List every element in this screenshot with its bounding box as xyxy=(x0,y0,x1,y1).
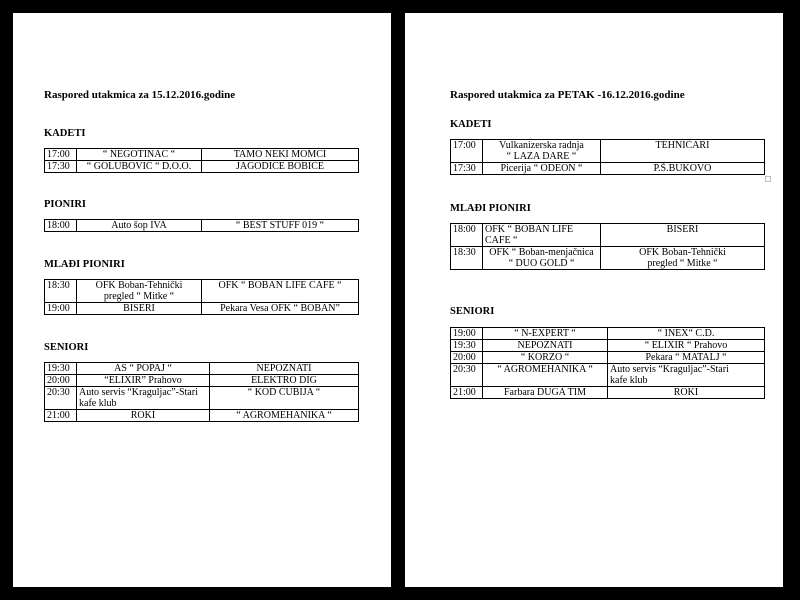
away-team: TAMO NEKI MOMCI xyxy=(202,149,359,161)
away-team xyxy=(601,140,765,163)
away-team: “ BEST STUFF 019 “ xyxy=(202,220,359,232)
match-time: 20:30 xyxy=(451,364,483,387)
home-team-line-2: pregled “ Mitke “ xyxy=(103,291,175,302)
home-team: ROKI xyxy=(77,410,210,422)
section-heading-mladji-pioniri: MLAĐI PIONIRI xyxy=(450,203,531,214)
away-team xyxy=(202,280,359,303)
away-team xyxy=(608,364,765,387)
away-team: P.Š.BUKOVO xyxy=(601,163,765,175)
match-time: 20:00 xyxy=(451,352,483,364)
schedule-table-pioniri xyxy=(44,219,359,232)
away-team: ROKI xyxy=(608,387,765,399)
away-team xyxy=(601,224,765,247)
table-row xyxy=(451,140,765,163)
match-time: 19:30 xyxy=(451,340,483,352)
home-team: Farbara DUGA TIM xyxy=(483,387,608,399)
home-team-line-2: “ DUO GOLD “ xyxy=(508,258,575,269)
table-row xyxy=(451,328,765,340)
home-team xyxy=(483,247,601,270)
match-time: 19:30 xyxy=(45,363,77,375)
away-team: “ AGROMEHANIKA “ xyxy=(210,410,359,422)
home-team: “ NEGOTINAC “ xyxy=(77,149,202,161)
table-row xyxy=(451,352,765,364)
away-team: ELEKTRO DIG xyxy=(210,375,359,387)
away-team: NEPOZNATI xyxy=(210,363,359,375)
match-time: 19:00 xyxy=(451,328,483,340)
table-row xyxy=(45,375,359,387)
page-title: Raspored utakmica za PETAK -16.12.2016.godine xyxy=(450,89,685,101)
table-row xyxy=(451,340,765,352)
schedule-table-seniori xyxy=(450,327,765,399)
home-team-line-2: CAFE “ xyxy=(485,235,518,246)
table-row xyxy=(45,149,359,161)
home-team: Auto šop IVA xyxy=(77,220,202,232)
section-heading-seniori: SENIORI xyxy=(450,306,495,317)
match-time: 21:00 xyxy=(45,410,77,422)
away-team-line-1: TEHNIČARI xyxy=(655,140,710,151)
section-heading-pioniri: PIONIRI xyxy=(44,199,87,210)
away-team-line-2: pregled “ Mitke “ xyxy=(647,258,718,269)
home-team: NEPOZNATI xyxy=(483,340,608,352)
home-team: “ KORZO “ xyxy=(483,352,608,364)
table-row xyxy=(451,387,765,399)
match-time: 19:00 xyxy=(45,303,77,315)
match-time: 18:30 xyxy=(451,247,483,270)
home-team-line-1: Vulkanizerska radnja xyxy=(499,140,584,151)
home-team-line-1: OFK “ BOBAN LIFE xyxy=(485,224,574,235)
schedule-table-kadeti xyxy=(450,139,765,175)
away-team-line-1: BISERI xyxy=(666,224,699,235)
home-team: “ N-EXPERT “ xyxy=(483,328,608,340)
table-row xyxy=(45,303,359,315)
table-row xyxy=(45,410,359,422)
away-team: “ ELIXIR “ Prahovo xyxy=(608,340,765,352)
away-team xyxy=(210,387,359,410)
document-page-left xyxy=(13,13,391,587)
match-time: 17:30 xyxy=(45,161,77,173)
schedule-table-seniori xyxy=(44,362,359,422)
home-team-line-1: OFK “ Boban-menjačnica xyxy=(489,247,594,258)
home-team xyxy=(483,140,601,163)
section-heading-kadeti: KADETI xyxy=(44,128,86,139)
section-heading-kadeti: KADETI xyxy=(450,119,492,130)
away-team-line-1: OFK Boban-Tehnički xyxy=(639,247,726,258)
home-team xyxy=(483,224,601,247)
away-team-line-1: “ KOD ĆUBIJA “ xyxy=(247,387,321,398)
match-time: 18:30 xyxy=(45,280,77,303)
away-team: JAGODICE BOBICE xyxy=(202,161,359,173)
table-row xyxy=(451,224,765,247)
schedule-table-kadeti xyxy=(44,148,359,173)
table-row xyxy=(45,363,359,375)
match-time: 18:00 xyxy=(45,220,77,232)
table-row xyxy=(45,387,359,410)
home-team: “ AGROMEHANIKA “ xyxy=(483,364,608,387)
match-time: 17:30 xyxy=(451,163,483,175)
schedule-table-mladji-pioniri xyxy=(44,279,359,315)
table-row xyxy=(45,220,359,232)
away-team xyxy=(601,247,765,270)
away-team-line-1: OFK “ BOBAN LIFE CAFE “ xyxy=(218,280,342,291)
home-team: “ GOLUBOVIĆ “ D.O.O. xyxy=(77,161,202,173)
match-time: 21:00 xyxy=(451,387,483,399)
table-row xyxy=(45,280,359,303)
document-page-right xyxy=(405,13,783,587)
away-team-line-1: Auto servis “Kraguljac”-Stari xyxy=(610,364,729,375)
home-team: Picerija “ ODEON “ xyxy=(483,163,601,175)
table-resize-handle xyxy=(765,176,771,182)
table-row xyxy=(451,163,765,175)
section-heading-seniori: SENIORI xyxy=(44,342,89,353)
match-time: 20:30 xyxy=(45,387,77,410)
home-team xyxy=(77,280,202,303)
schedule-table-mladji-pioniri xyxy=(450,223,765,270)
away-team: “ INEX“ C.D. xyxy=(608,328,765,340)
away-team-line-2: kafe klub xyxy=(610,375,648,386)
away-team: Pekara Vesa OFK “ BOBAN” xyxy=(202,303,359,315)
match-time: 20:00 xyxy=(45,375,77,387)
match-time: 17:00 xyxy=(45,149,77,161)
home-team: “ELIXIR” Prahovo xyxy=(77,375,210,387)
home-team-line-1: Auto servis “Kraguljac”-Stari xyxy=(79,387,198,398)
home-team: BISERI xyxy=(77,303,202,315)
section-heading-mladji-pioniri: MLAĐI PIONIRI xyxy=(44,259,125,270)
home-team xyxy=(77,387,210,410)
home-team-line-2: “ LAZA DARE “ xyxy=(506,151,577,162)
home-team: AS “ POPAJ “ xyxy=(77,363,210,375)
home-team-line-1: OFK Boban-Tehnički xyxy=(95,280,183,291)
match-time: 17:00 xyxy=(451,140,483,163)
away-team: Pekara “ MATALJ “ xyxy=(608,352,765,364)
home-team-line-2: kafe klub xyxy=(79,398,117,409)
table-row xyxy=(451,247,765,270)
table-row xyxy=(45,161,359,173)
match-time: 18:00 xyxy=(451,224,483,247)
table-row xyxy=(451,364,765,387)
page-title: Raspored utakmica za 15.12.2016.godine xyxy=(44,89,236,101)
